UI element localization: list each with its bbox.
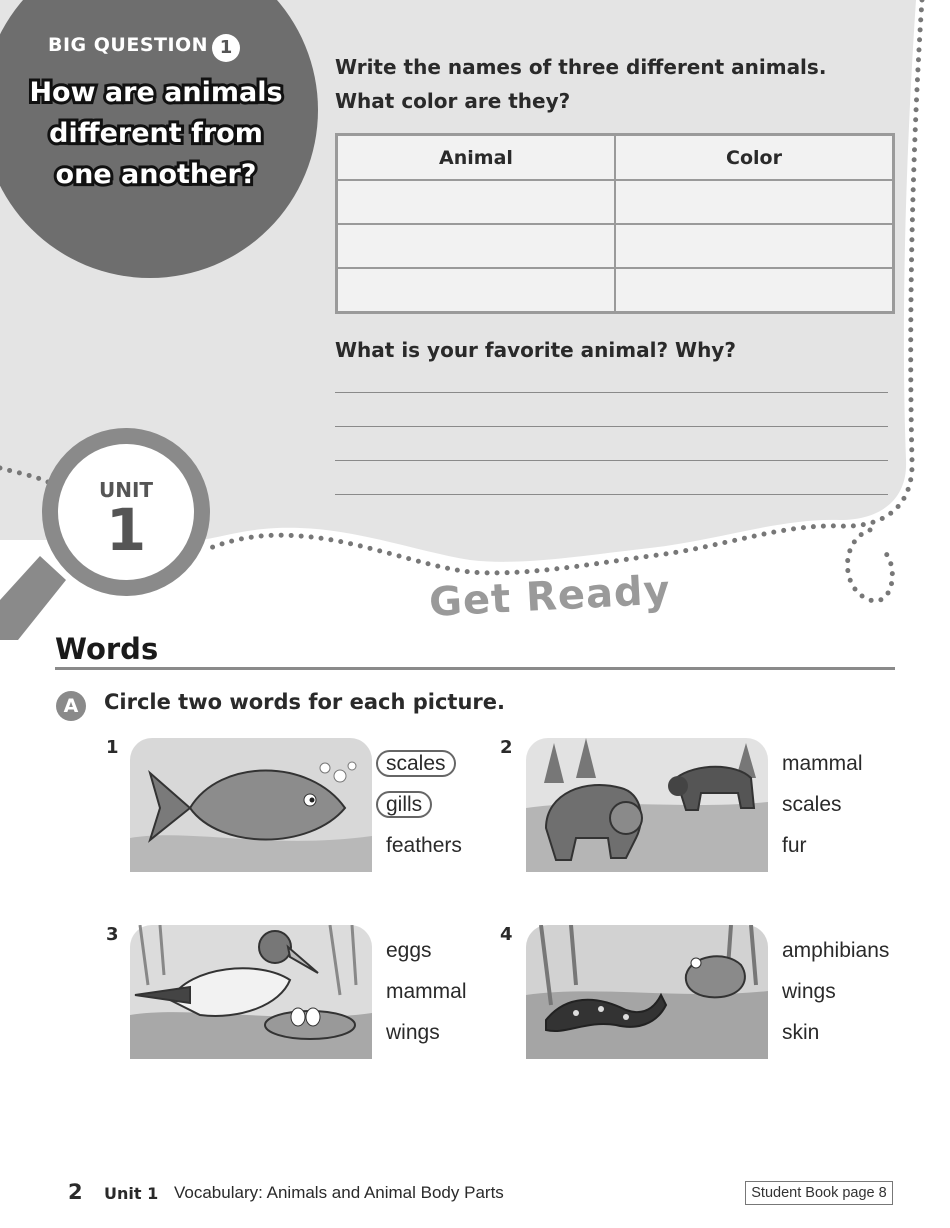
section-title: Words — [55, 632, 159, 666]
activity-badge: A — [56, 691, 86, 721]
word-option[interactable]: fur — [782, 834, 807, 857]
bear-bison-picture — [526, 738, 768, 872]
table-cell-color[interactable] — [615, 224, 894, 268]
prompt-names-line1: Write the names of three different animals. — [335, 55, 827, 79]
dotted-curl — [848, 530, 893, 601]
bird-nest-picture — [130, 925, 372, 1059]
unit-number: 1 — [105, 496, 147, 564]
word-option[interactable]: mammal — [782, 752, 863, 775]
section-banner: Get Ready — [428, 567, 672, 626]
writing-line[interactable] — [335, 494, 888, 495]
word-option[interactable]: mammal — [386, 980, 467, 1003]
table-row — [337, 224, 894, 268]
writing-line[interactable] — [335, 426, 888, 427]
circled-word[interactable]: gills — [376, 791, 432, 818]
word-option[interactable]: skin — [782, 1021, 820, 1044]
big-question-text: How are animals different from one another? — [29, 77, 283, 190]
animal-color-table — [335, 133, 895, 314]
writing-line[interactable] — [335, 392, 888, 393]
prompt-names-line2: What color are they? — [335, 89, 571, 113]
word-option[interactable] — [386, 793, 432, 817]
student-book-reference: Student Book page 8 — [745, 1181, 893, 1205]
table-header-animal: Animal — [337, 135, 616, 181]
magnifier-handle — [0, 556, 66, 640]
word-option[interactable]: amphibians — [782, 939, 890, 962]
fish-picture — [130, 738, 372, 872]
table-cell-animal[interactable] — [337, 224, 616, 268]
footer-topic: Vocabulary: Animals and Animal Body Parts — [174, 1183, 504, 1202]
big-question-number: 1 — [212, 34, 240, 62]
item-number: 1 — [106, 737, 119, 758]
word-option[interactable] — [386, 752, 456, 776]
item-number: 2 — [500, 737, 513, 758]
writing-line[interactable] — [335, 460, 888, 461]
table-cell-color[interactable] — [615, 268, 894, 313]
prompt-favorite-animal: What is your favorite animal? Why? — [335, 338, 736, 362]
word-option[interactable]: feathers — [386, 834, 462, 857]
salamander-frog-picture — [526, 925, 768, 1059]
table-cell-animal[interactable] — [337, 180, 616, 224]
page-number: 2 — [68, 1180, 83, 1204]
circled-word[interactable]: scales — [376, 750, 456, 777]
section-divider — [55, 667, 895, 670]
table-row — [337, 268, 894, 313]
item-number: 3 — [106, 924, 119, 945]
word-option[interactable]: eggs — [386, 939, 432, 962]
activity-instruction: Circle two words for each picture. — [104, 690, 505, 714]
footer-unit: Unit 1 — [104, 1184, 159, 1203]
word-option[interactable]: wings — [386, 1021, 440, 1044]
table-cell-color[interactable] — [615, 180, 894, 224]
word-option[interactable]: scales — [782, 793, 842, 816]
unit-label: UNIT — [98, 478, 154, 502]
word-option[interactable]: wings — [782, 980, 836, 1003]
big-question-label: BIG QUESTION — [48, 34, 209, 56]
item-number: 4 — [500, 924, 513, 945]
table-row — [337, 180, 894, 224]
table-header-color: Color — [615, 135, 894, 181]
table-cell-animal[interactable] — [337, 268, 616, 313]
